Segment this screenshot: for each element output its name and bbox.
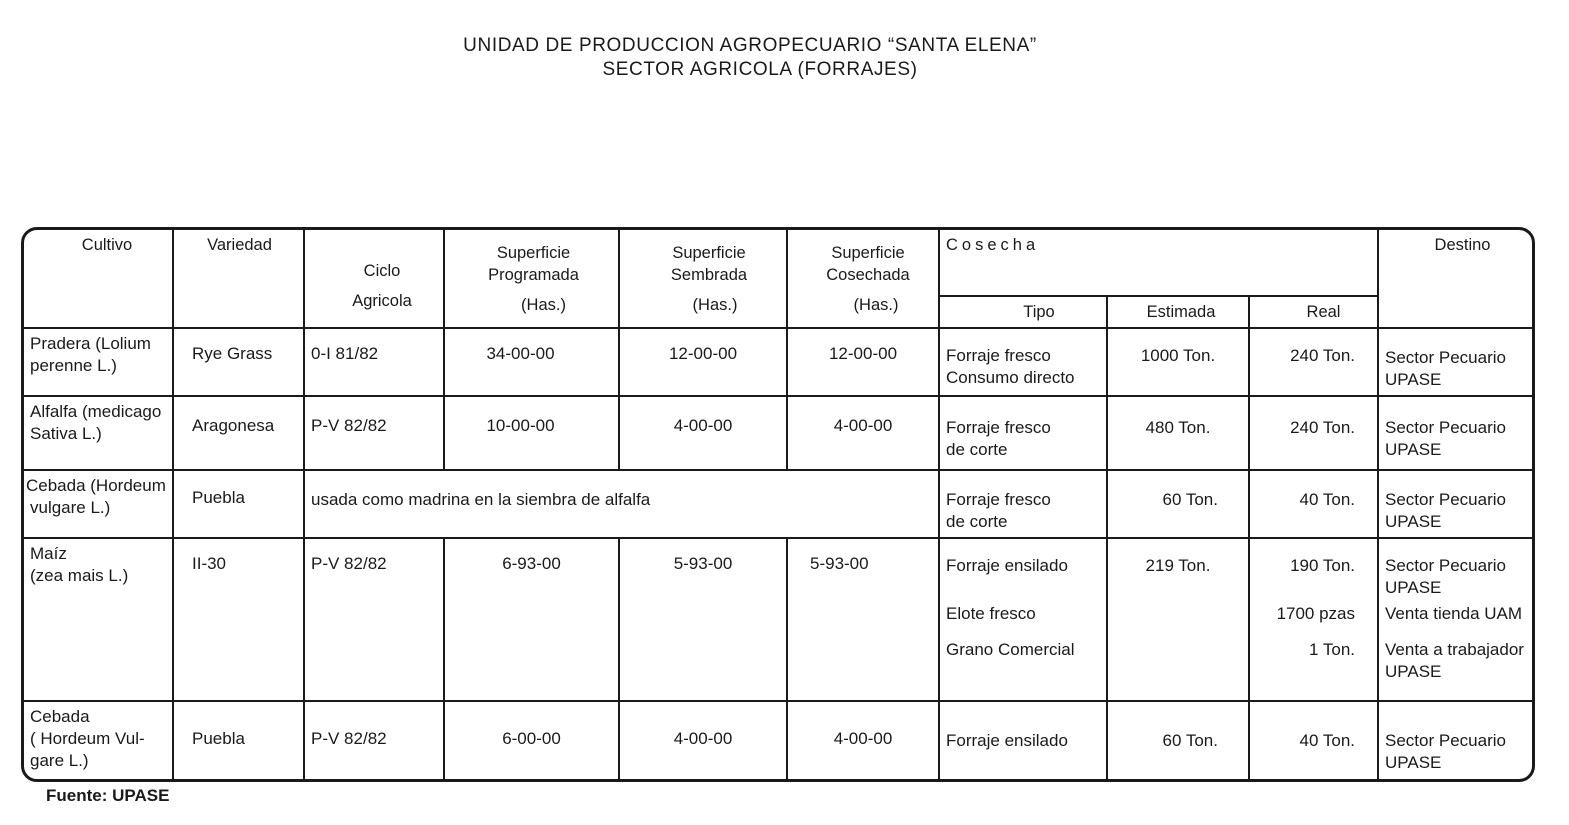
tipo-line-2: Consumo directo [946, 368, 1075, 387]
cell-real [1249, 538, 1378, 701]
cell-sup-prog: 34-00-00 [444, 328, 619, 396]
cell-estimada: 219 Ton. [1107, 538, 1249, 701]
cell-tipo [939, 470, 1107, 538]
cell-destino [1378, 328, 1535, 396]
title-line-1: UNIDAD DE PRODUCCION AGROPECUARIO “SANTA ELENA” [463, 35, 1037, 56]
cell-estimada: 60 Ton. [1107, 701, 1249, 782]
tipo-line-1: Forraje fresco [946, 490, 1051, 509]
tipo-line-1: Forraje fresco [946, 346, 1051, 365]
tipo-line-2: de corte [946, 512, 1008, 531]
title-line-2: SECTOR AGRICOLA (FORRAJES) [602, 59, 918, 80]
header-cosecha: Cosecha [939, 230, 1378, 296]
cell-tipo: Forraje ensilado [939, 701, 1107, 782]
cultivo-line-1: Cebada [30, 707, 90, 726]
destino-line-1: Sector Pecuario [1385, 490, 1506, 509]
destino-line-1: Sector Pecuario [1385, 418, 1506, 437]
cell-cultivo [24, 396, 173, 470]
destino-line-2: UPASE [1385, 440, 1442, 459]
header-superficie-cosechada [787, 230, 939, 328]
cell-destino [1378, 538, 1535, 701]
cell-sup-semb: 5-93-00 [619, 538, 787, 701]
cell-sup-cos: 5-93-00 [787, 538, 939, 701]
destino-line-a1: Sector Pecuario [1385, 556, 1506, 575]
tipo-line-b: Elote fresco [946, 604, 1036, 623]
cell-ciclo: P-V 82/82 [304, 701, 444, 782]
header-variedad: Variedad [173, 230, 304, 328]
cell-sup-prog: 10-00-00 [444, 396, 619, 470]
destino-line-2: UPASE [1385, 370, 1442, 389]
cell-tipo [939, 396, 1107, 470]
destino-line-1: Sector Pecuario [1385, 731, 1506, 750]
cultivo-line-2: perenne L.) [30, 356, 117, 375]
cell-ciclo: P-V 82/82 [304, 538, 444, 701]
source-footnote: Fuente: UPASE [46, 786, 170, 805]
table-row [24, 470, 1535, 538]
cell-real: 240 Ton. [1249, 396, 1378, 470]
cell-sup-prog: 6-00-00 [444, 701, 619, 782]
cultivo-line-2: vulgare L.) [30, 498, 111, 517]
header-superficie-sembrada [619, 230, 787, 328]
real-line-c: 1 Ton. [1309, 640, 1356, 659]
cell-variedad: Puebla [173, 470, 304, 538]
table-frame [21, 227, 1535, 782]
tipo-line-1: Forraje fresco [946, 418, 1051, 437]
cell-tipo [939, 538, 1107, 701]
real-line-a: 190 Ton. [1290, 556, 1356, 575]
header-sup-semb-line-2: Sembrada [670, 266, 748, 284]
cultivo-line-1: Pradera (Lolium [30, 334, 151, 353]
cell-variedad: Puebla [173, 701, 304, 782]
destino-line-1: Sector Pecuario [1385, 348, 1506, 367]
destino-line-2: UPASE [1385, 512, 1442, 531]
header-destino: Destino [1378, 230, 1535, 328]
header-sup-prog-line-1: Superficie [496, 244, 571, 262]
header-ciclo-line-1: Ciclo [363, 262, 401, 280]
cultivo-line-2: Sativa L.) [30, 424, 102, 443]
destino-line-a2: UPASE [1385, 578, 1442, 597]
forage-table [24, 230, 1535, 782]
table-row [24, 328, 1535, 396]
cultivo-line-3: gare L.) [30, 751, 89, 770]
table-row [24, 396, 1535, 470]
cell-real: 40 Ton. [1249, 470, 1378, 538]
cell-cultivo [24, 470, 173, 538]
cell-sup-semb: 4-00-00 [619, 396, 787, 470]
document-title [0, 34, 1500, 82]
header-sup-semb-line-3: (Has.) [692, 296, 738, 314]
tipo-line-c: Grano Comercial [946, 640, 1075, 659]
cell-sup-semb: 4-00-00 [619, 701, 787, 782]
cell-tipo [939, 328, 1107, 396]
header-real: Real [1249, 296, 1378, 328]
cell-variedad: Rye Grass [173, 328, 304, 396]
cell-estimada: 60 Ton. [1107, 470, 1249, 538]
cell-destino [1378, 396, 1535, 470]
cell-cultivo [24, 701, 173, 782]
header-tipo: Tipo [939, 296, 1107, 328]
cell-sup-prog: 6-93-00 [444, 538, 619, 701]
header-cultivo: Cultivo [24, 230, 173, 328]
table-row [24, 538, 1535, 701]
cell-destino [1378, 470, 1535, 538]
header-sup-semb-line-1: Superficie [672, 244, 746, 262]
cell-ciclo: 0-I 81/82 [304, 328, 444, 396]
cell-sup-cos: 4-00-00 [787, 701, 939, 782]
cultivo-line-1: Cebada (Hordeum [26, 476, 166, 495]
tipo-line-a: Forraje ensilado [946, 556, 1068, 575]
destino-line-c2: UPASE [1385, 662, 1442, 681]
cell-variedad: Aragonesa [173, 396, 304, 470]
header-sup-prog-line-3: (Has.) [521, 296, 566, 314]
table-row [24, 701, 1535, 782]
cultivo-line-1: Alfalfa (medicago [30, 402, 162, 421]
destino-line-c1: Venta a trabajador [1385, 640, 1524, 659]
cell-real: 240 Ton. [1249, 328, 1378, 396]
cultivo-line-2: ( Hordeum Vul- [30, 729, 145, 748]
cell-sup-cos: 12-00-00 [787, 328, 939, 396]
destino-line-b: Venta tienda UAM [1385, 604, 1523, 623]
header-sup-cos-line-2: Cosechada [826, 266, 910, 284]
header-ciclo [304, 230, 444, 328]
header-sup-cos-line-3: (Has.) [853, 296, 899, 314]
header-ciclo-line-2: Agricola [352, 292, 412, 310]
header-sup-cos-line-1: Superficie [831, 244, 905, 262]
cell-cultivo [24, 538, 173, 701]
cell-cultivo [24, 328, 173, 396]
real-line-b: 1700 pzas [1276, 604, 1356, 623]
destino-line-2: UPASE [1385, 753, 1442, 772]
cell-sup-cos: 4-00-00 [787, 396, 939, 470]
cultivo-line-1: Maíz [30, 544, 67, 563]
header-sup-prog-line-2: Programada [488, 266, 579, 284]
cell-sup-semb: 12-00-00 [619, 328, 787, 396]
cell-ciclo: P-V 82/82 [304, 396, 444, 470]
cell-estimada: 480 Ton. [1107, 396, 1249, 470]
header-estimada: Estimada [1107, 296, 1249, 328]
cell-destino [1378, 701, 1535, 782]
header-superficie-programada [444, 230, 619, 328]
cultivo-line-2: (zea mais L.) [30, 566, 129, 585]
cell-nota: usada como madrina en la siembra de alfalfa [304, 470, 939, 538]
cell-variedad: II-30 [173, 538, 304, 701]
cell-real: 40 Ton. [1249, 701, 1378, 782]
cell-estimada: 1000 Ton. [1107, 328, 1249, 396]
tipo-line-2: de corte [946, 440, 1008, 459]
